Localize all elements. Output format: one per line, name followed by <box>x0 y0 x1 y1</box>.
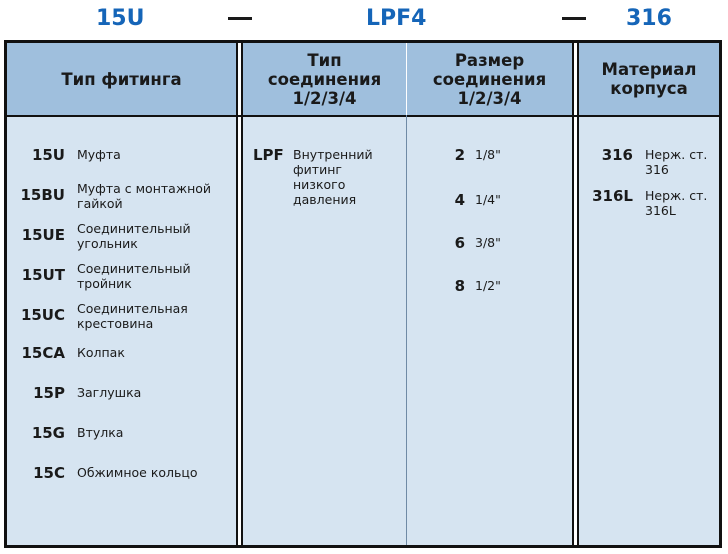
fitting-code: 15U <box>96 6 145 31</box>
fitting-name: Колпак <box>77 345 125 360</box>
list-item <box>17 463 227 483</box>
fitting-code-value: 15UC <box>20 306 65 324</box>
header-connection-type-line: соединения <box>267 69 382 89</box>
header-body-material-line: Материал <box>601 60 697 79</box>
column-divider <box>577 43 579 545</box>
fitting-code-value: 15U <box>31 146 65 164</box>
fitting-code-value: 15P <box>33 384 65 402</box>
fitting-name: Соединительная крестовина <box>77 301 188 331</box>
header-fitting-type-label: Тип фитинга <box>61 69 182 89</box>
size-value: 1/8" <box>475 147 501 162</box>
connection-size-panel <box>407 115 572 545</box>
header-connection-size-line: Размер <box>454 50 525 70</box>
fitting-code-value: 15UT <box>21 266 65 284</box>
body-material-panel <box>579 115 719 545</box>
ordering-table <box>4 40 722 548</box>
size-code: 2 <box>454 146 465 164</box>
list-item <box>17 179 227 211</box>
fitting-code-value: 15CA <box>21 344 65 362</box>
column-divider <box>572 43 574 545</box>
list-item <box>589 145 713 177</box>
list-item <box>17 423 227 443</box>
connection-type-code: LPF <box>253 146 284 164</box>
connection-type-name: Внутренний фитинг низкого давления <box>293 147 373 207</box>
fitting-code-value: 15UE <box>21 226 65 244</box>
list-item <box>17 219 202 251</box>
fitting-name: Соединительный угольник <box>77 221 191 251</box>
fitting-name: Втулка <box>77 425 124 440</box>
fitting-name: Муфта <box>77 147 121 162</box>
list-item <box>253 145 387 207</box>
list-item <box>17 383 227 403</box>
list-item <box>589 186 713 218</box>
list-item <box>445 276 501 296</box>
connection-code: LPF4 <box>366 6 427 31</box>
header-connection-type-line: Тип <box>307 50 342 70</box>
size-value: 1/4" <box>475 192 501 207</box>
column-divider <box>241 43 243 545</box>
fitting-code-value: 15C <box>33 464 65 482</box>
material-name: Нерж. ст. 316L <box>645 188 708 218</box>
material-code-value: 316 <box>601 146 633 164</box>
list-item <box>445 145 501 165</box>
size-code: 4 <box>454 191 465 209</box>
code-separator <box>228 17 252 20</box>
header-body-material <box>579 43 719 115</box>
fitting-name: Соединительный тройник <box>77 261 191 291</box>
list-item <box>445 233 501 253</box>
list-item <box>17 343 227 363</box>
size-code: 6 <box>454 234 465 252</box>
size-value: 3/8" <box>475 235 501 250</box>
header-divider <box>7 115 719 117</box>
header-connection-type <box>243 43 406 115</box>
list-item <box>445 190 501 210</box>
header-connection-type-line: 1/2/3/4 <box>292 88 357 108</box>
material-code-value: 316L <box>592 187 633 205</box>
header-body-material-line: корпуса <box>610 79 688 98</box>
column-divider <box>236 43 238 545</box>
code-separator <box>562 17 586 20</box>
material-name: Нерж. ст. 316 <box>645 147 708 177</box>
fitting-code-value: 15G <box>31 424 65 442</box>
header-connection-size <box>407 43 572 115</box>
column-divider-thin <box>406 115 407 545</box>
fitting-name: Обжимное кольцо <box>77 465 198 480</box>
fitting-code-value: 15BU <box>20 186 65 204</box>
list-item <box>17 299 202 331</box>
list-item <box>17 145 227 165</box>
header-connection-size-line: соединения <box>432 69 547 89</box>
fitting-name: Муфта с монтажной гайкой <box>77 181 212 211</box>
size-value: 1/2" <box>475 278 501 293</box>
fitting-name: Заглушка <box>77 385 142 400</box>
size-code: 8 <box>454 277 465 295</box>
header-fitting-type <box>7 43 236 115</box>
list-item <box>17 259 202 291</box>
header-connection-size-line: 1/2/3/4 <box>457 88 522 108</box>
material-code: 316 <box>626 6 672 31</box>
